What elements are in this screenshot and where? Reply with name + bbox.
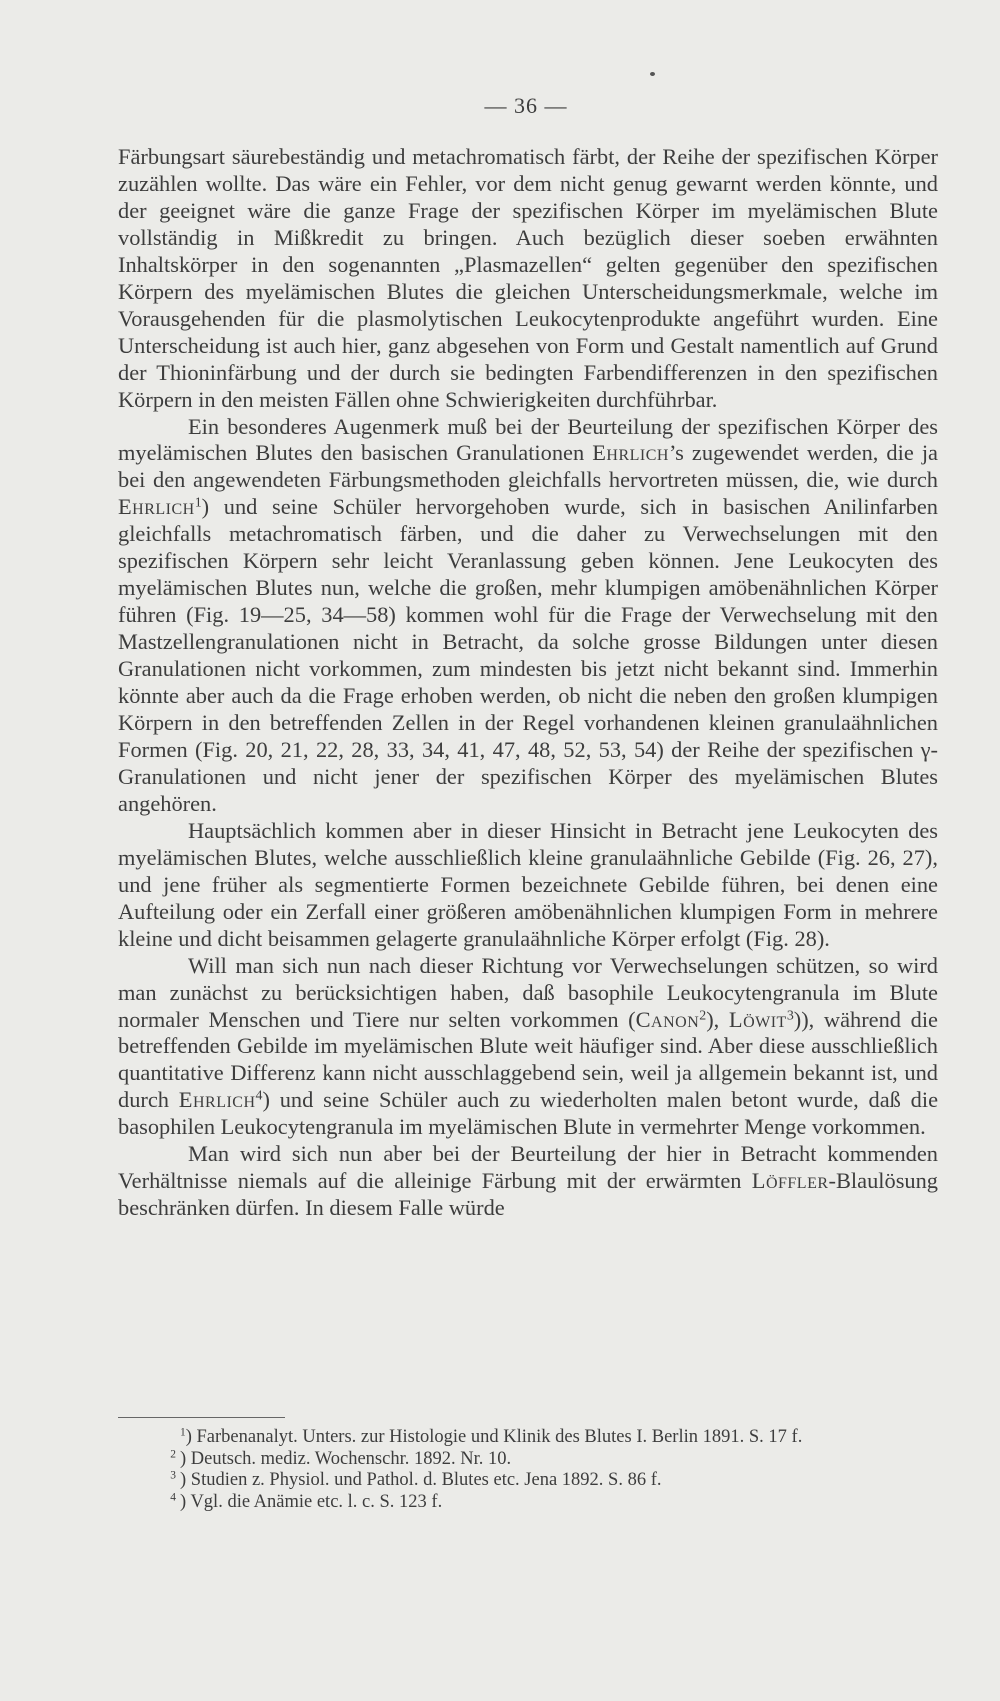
body-text	[118, 144, 938, 1222]
footnote-number	[170, 1492, 180, 1514]
footnote-3	[118, 1470, 938, 1492]
author-name-ehrlich: Ehrlich	[592, 440, 669, 466]
paragraph-3: Hauptsächlich kommen aber in dieser Hinsicht in Betracht jene Leukocyten des myelämischen Blutes, welche ausschließlich kleine granulaähnliche Gebilde (Fig. 26, 27), und jene früher als segmentierte Formen bezeichnete Gebilde führen, bei denen eine Aufteilung oder ein Zerfall einer größeren amöbenähnlichen klumpigen Form in mehrere kleine und dicht beisammen gelagerte granulaähnliche Körper erfolgt (Fig. 28).	[118, 817, 938, 951]
footnote-ref-2: 2	[699, 1007, 707, 1023]
paragraph-2	[118, 414, 938, 818]
footnote-text: ) Deutsch. mediz. Wochenschr. 1892. Nr. 10.	[180, 1448, 512, 1469]
footnote-text: ) Farbenanalyt. Unters. zur Histologie und Klinik des Blutes I. Berlin 1891. S. 17 f.	[185, 1427, 803, 1447]
footnote-number-value: 4	[170, 1491, 176, 1504]
footnote-1	[118, 1427, 938, 1449]
paragraph-text: -Blaulösung beschränken dürfen. In diesem Falle würde	[118, 1168, 938, 1221]
footnote-2	[118, 1449, 938, 1471]
paragraph-text: Will man sich nun nach dieser Richtung vor Verwechselungen schützen, so wird man zunächst zu berücksichtigen haben, daß basophile Leukocytengranula im Blute normaler Menschen und Tiere nur selten vorkommen (	[118, 952, 938, 1032]
paragraph-4	[118, 953, 938, 1142]
footnote-number: 1	[180, 1426, 186, 1439]
paragraph-text: )), während die betreffenden Gebilde im myelämischen Blute weit häufiger sind. Aber diese ausschließlich quantitative Differenz kann nicht ausschlaggebend sein, weil ja allgemein bekannt ist, und durch	[118, 1006, 938, 1113]
footnotes	[118, 1427, 938, 1513]
paragraph-5	[118, 1141, 938, 1222]
footnote-number	[170, 1449, 180, 1471]
footnote-4	[118, 1492, 938, 1514]
author-name-canon: Canon	[635, 1006, 700, 1032]
footnote-number-value: 2	[170, 1448, 176, 1461]
footnote-ref-1: 1	[194, 495, 202, 511]
author-name-ehrlich: Ehrlich	[118, 494, 195, 520]
footnote-number	[170, 1470, 180, 1492]
author-name-ehrlich: Ehrlich	[178, 1087, 256, 1113]
author-name-loeffler: Löffler	[751, 1168, 829, 1194]
footnote-text: ) Vgl. die Anämie etc. l. c. S. 123 f.	[180, 1491, 443, 1512]
footnote-ref-3: 3	[786, 1007, 794, 1023]
paragraph-text: ’s zugewendet werden, die ja bei den angewendeten Färbungsmethoden gleichfalls hervortreten müssen, die, wie durch	[118, 440, 938, 493]
author-name-loewit: Löwit	[728, 1006, 787, 1032]
paragraph-1: Färbungsart säurebeständig und metachromatisch färbt, der Reihe der spezifischen Körper zuzählen wollte. Das wäre ein Fehler, vor dem nicht genug gewarnt werden könnte, und der geeignet wäre die ganze Frage der spezifischen Körper im myelämischen Blute vollständig in Mißkredit zu bringen. Auch bezüglich dieser soeben erwähnten Inhaltskörper in den sogenannten „Plasmazellen“ gelten gegenüber den spezifischen Körpern des myelämischen Blutes die gleichen Unterscheidungsmerkmale, welche im Vorausgehenden für die plasmolytischen Leukocytenprodukte angeführt wurden. Eine Unterscheidung ist auch hier, ganz abgesehen von Form und Gestalt namentlich auf Grund der Thioninfärbung und der durch sie bedingten Farbendifferenzen in den spezifischen Körpern in den meisten Fällen ohne Schwierigkeiten durchführbar.	[118, 144, 938, 412]
paragraph-text: Man wird sich nun aber bei der Beurteilung der hier in Betracht kommenden Verhältnisse niemals auf die alleinige Färbung mit der erwärmten	[118, 1141, 938, 1194]
footnote-text: ) Studien z. Physiol. und Pathol. d. Blutes etc. Jena 1892. S. 86 f.	[180, 1470, 662, 1490]
footnote-divider	[118, 1417, 285, 1418]
page-number: — 36 —	[484, 93, 568, 118]
footnote-ref-4: 4	[255, 1088, 263, 1104]
print-speck	[650, 72, 655, 76]
paragraph-text: ),	[706, 1006, 729, 1032]
paragraph-text: ) und seine Schüler auch zu wiederholten malen betont wurde, daß die basophilen Leukocytengranula im myelämischen Blute in vermehrter Menge vorkommen.	[118, 1087, 939, 1140]
footnote-number-value: 3	[170, 1469, 176, 1482]
paragraph-text: Ein besonderes Augenmerk muß bei der Beurteilung der spezifischen Körper des myelämischen Blutes den basischen Granulationen	[118, 413, 938, 466]
paragraph-text: ) und seine Schüler hervorgehoben wurde, sich in basischen Anilinfarben gleichfalls metachromatisch färben, und die daher zu Verwechselungen mit den spezifischen Körpern sehr leicht Veranlassung geben können. Jene Leukocyten des myelämischen Blutes nun, welche die großen, mehr klumpigen amöbenähnlichen Körper führen (Fig. 19—25, 34—58) kommen wohl für die Frage der Verwechselung mit den Mastzellengranulationen nicht in Betracht, da solche grosse Bildungen unter diesen Granulationen nicht vorkommen, zum mindesten bis jetzt nicht bekannt sind. Immerhin könnte aber auch da die Frage erhoben werden, ob nicht die neben den großen klumpigen Körpern in den betreffenden Zellen in der Regel vorhandenen kleinen granulaähnlichen Formen (Fig. 20, 21, 22, 28, 33, 34, 41, 47, 48, 52, 53, 54) der Reihe der spezifischen γ-Granulationen und nicht jener der spezifischen Körper des myelämischen Blutes angehören.	[118, 494, 938, 816]
